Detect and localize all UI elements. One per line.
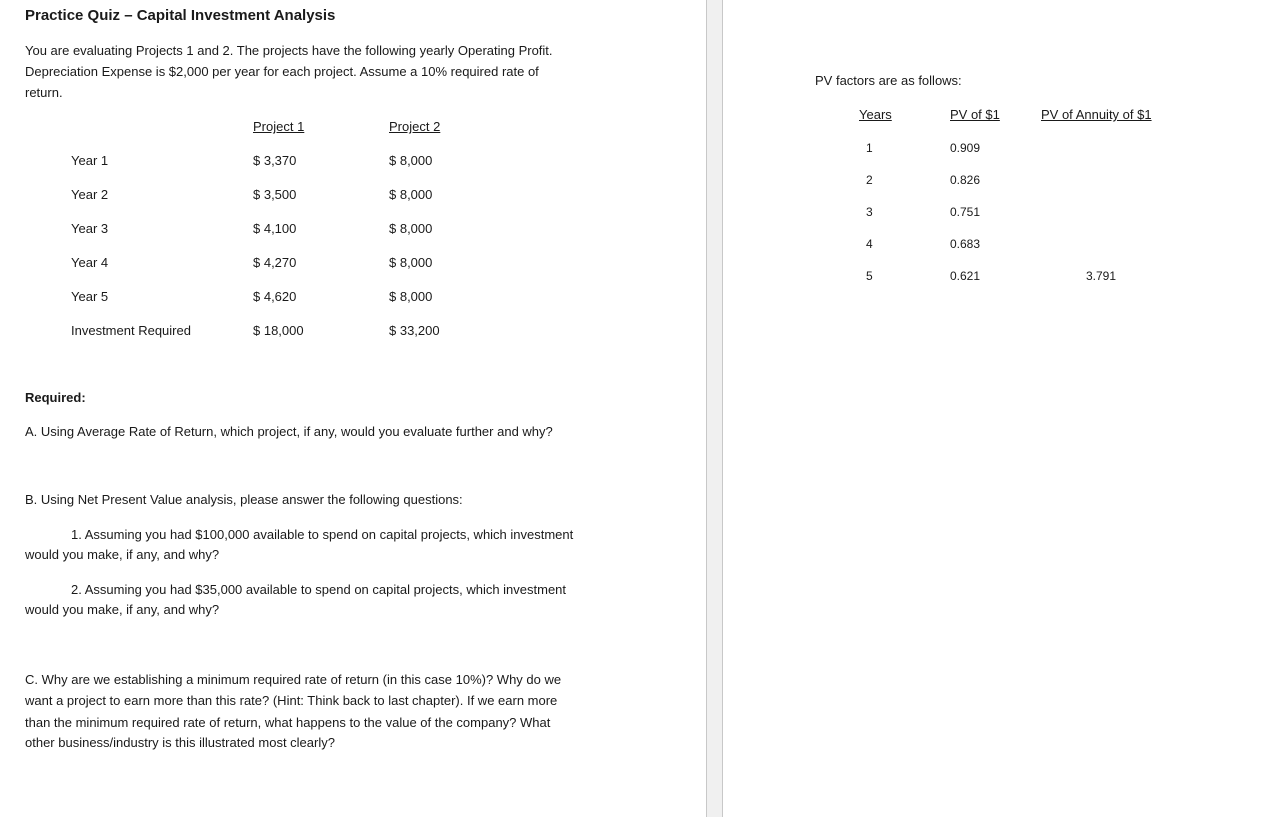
required-heading: Required: (25, 390, 86, 405)
question-b: B. Using Net Present Value analysis, please answer the following questions: (25, 492, 463, 507)
row-label: Year 3 (71, 221, 109, 236)
pv-value: 0.683 (950, 237, 981, 251)
project-1-header: Project 1 (253, 119, 305, 134)
pv-value: 0.751 (950, 205, 981, 219)
project-1-value: $ 18,000 (253, 323, 304, 338)
question-b2-line-2: would you make, if any, and why? (25, 602, 220, 617)
row-label: Year 2 (71, 187, 109, 202)
pv-value: 0.826 (950, 173, 981, 187)
pv-year: 1 (866, 141, 873, 155)
row-label: Investment Required (71, 323, 191, 338)
project-2-value: $ 8,000 (389, 289, 433, 304)
pv-annuity-header: PV of Annuity of $1 (1041, 107, 1152, 122)
pv-year: 3 (866, 205, 873, 219)
page-gutter (706, 0, 723, 817)
question-b1-line-2: would you make, if any, and why? (25, 547, 220, 562)
project-2-value: $ 8,000 (389, 153, 433, 168)
question-c-line-2: want a project to earn more than this rate? (Hint: Think back to last chapter). If we earn more (25, 693, 558, 708)
pv-year: 5 (866, 269, 873, 283)
question-c-line-1: C. Why are we establishing a minimum required rate of return (in this case 10%)? Why do we (25, 672, 562, 687)
years-header: Years (859, 107, 892, 122)
project-1-value: $ 4,100 (253, 221, 297, 236)
question-c-line-3: than the minimum required rate of return, what happens to the value of the company? What (25, 715, 551, 730)
pv-of-1-header: PV of $1 (950, 107, 1000, 122)
pv-year: 2 (866, 173, 873, 187)
project-1-value: $ 4,270 (253, 255, 297, 270)
project-2-value: $ 33,200 (389, 323, 440, 338)
question-b2-line-1: 2. Assuming you had $35,000 available to spend on capital projects, which investment (71, 582, 567, 597)
row-label: Year 1 (71, 153, 109, 168)
row-label: Year 5 (71, 289, 109, 304)
intro-line-3: return. (25, 85, 63, 100)
project-2-value: $ 8,000 (389, 255, 433, 270)
pv-year: 4 (866, 237, 873, 251)
project-2-value: $ 8,000 (389, 221, 433, 236)
project-1-value: $ 3,370 (253, 153, 297, 168)
question-a: A. Using Average Rate of Return, which project, if any, would you evaluate further and why? (25, 424, 553, 439)
intro-line-2: Depreciation Expense is $2,000 per year for each project. Assume a 10% required rate of (25, 64, 539, 79)
row-label: Year 4 (71, 255, 109, 270)
project-1-value: $ 3,500 (253, 187, 297, 202)
pv-intro: PV factors are as follows: (815, 73, 962, 88)
page-title: Practice Quiz – Capital Investment Analysis (25, 7, 336, 24)
pv-value: 0.909 (950, 141, 981, 155)
project-2-header: Project 2 (389, 119, 441, 134)
question-c-line-4: other business/industry is this illustrated most clearly? (25, 735, 335, 750)
project-2-value: $ 8,000 (389, 187, 433, 202)
pv-value: 0.621 (950, 269, 981, 283)
project-1-value: $ 4,620 (253, 289, 297, 304)
intro-line-1: You are evaluating Projects 1 and 2. The projects have the following yearly Operating Profit. (25, 43, 553, 58)
document-page-right (723, 0, 1284, 817)
pv-annuity-value: 3.791 (1086, 269, 1117, 283)
question-b1-line-1: 1. Assuming you had $100,000 available to spend on capital projects, which investment (71, 527, 574, 542)
